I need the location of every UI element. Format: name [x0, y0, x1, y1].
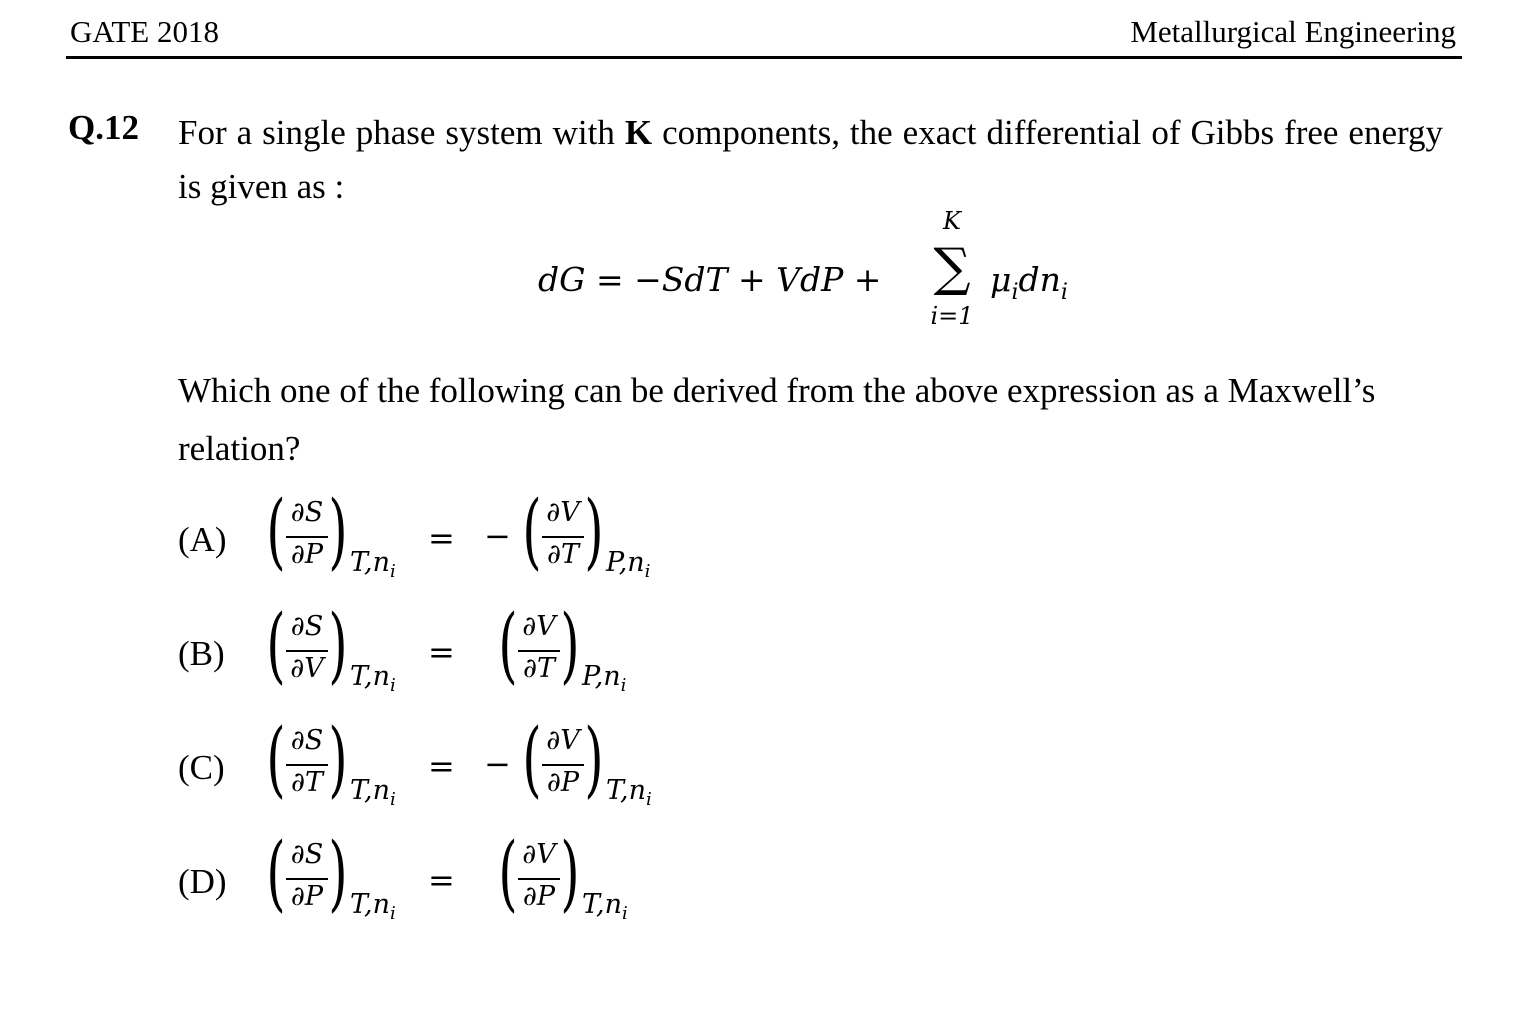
equals-sign: = — [428, 519, 455, 557]
denominator: ∂P — [522, 881, 556, 912]
held-constant-subscript — [582, 660, 626, 694]
left-paren: ( — [266, 826, 286, 921]
denominator: ∂P — [290, 539, 324, 570]
numerator: ∂S — [290, 497, 324, 528]
left-paren: ( — [266, 712, 286, 807]
dn-subscript: i — [1060, 280, 1068, 305]
header-rule — [66, 56, 1462, 59]
subscript-vars: T,n — [350, 775, 391, 806]
option-c[interactable] — [178, 712, 738, 818]
right-paren: ) — [560, 598, 580, 693]
equals-sign: = — [428, 747, 455, 785]
question-text-part-2: components, the exact differential of Gibbs free energy is given as : — [178, 113, 1444, 206]
left-paren: ( — [498, 826, 518, 921]
subscript-index: i — [622, 903, 628, 924]
denominator: ∂T — [291, 767, 323, 798]
numerator: ∂V — [522, 839, 556, 870]
right-paren: ) — [560, 826, 580, 921]
right-paren: ) — [584, 484, 604, 579]
left-paren: ( — [522, 712, 542, 807]
numerator: ∂V — [546, 725, 580, 756]
subject-title: Metallurgical Engineering — [1130, 14, 1456, 49]
held-constant-subscript — [350, 546, 396, 580]
option-b[interactable] — [178, 598, 738, 704]
question-text — [178, 106, 1443, 214]
numerator: ∂S — [290, 611, 324, 642]
subscript-index: i — [644, 561, 651, 582]
denominator: ∂V — [290, 653, 324, 684]
denominator: ∂T — [523, 653, 555, 684]
held-constant-subscript — [350, 774, 396, 808]
held-constant-subscript — [582, 888, 628, 922]
gibbs-equation-lhs: dG = −SdT + VdP + — [538, 260, 882, 299]
subscript-index: i — [390, 789, 396, 810]
subscript-vars: T,n — [582, 889, 623, 920]
dn-symbol: dn — [1018, 260, 1061, 299]
subscript-index: i — [390, 561, 396, 582]
question-number: Q.12 — [68, 108, 139, 147]
right-paren: ) — [328, 712, 348, 807]
sum-symbol: ∑ — [933, 238, 971, 298]
denominator: ∂P — [546, 767, 580, 798]
held-constant-subscript — [606, 546, 650, 580]
mu-subscript: i — [1011, 280, 1019, 305]
minus-sign: − — [484, 745, 511, 783]
equals-sign: = — [428, 633, 455, 671]
held-constant-subscript — [350, 888, 396, 922]
right-paren: ) — [328, 826, 348, 921]
option-label: (B) — [178, 634, 225, 673]
right-paren: ) — [584, 712, 604, 807]
numerator: ∂V — [522, 611, 556, 642]
sum-upper-limit: K — [943, 207, 961, 235]
right-paren: ) — [328, 598, 348, 693]
subscript-vars: P,n — [582, 661, 621, 692]
sum-term — [990, 258, 1068, 305]
held-constant-subscript — [606, 774, 652, 808]
left-paren: ( — [266, 598, 286, 693]
option-label: (C) — [178, 748, 225, 787]
option-label: (D) — [178, 862, 227, 901]
left-paren: ( — [266, 484, 286, 579]
left-paren: ( — [522, 484, 542, 579]
subscript-index: i — [646, 789, 652, 810]
left-paren: ( — [498, 598, 518, 693]
subscript-index: i — [390, 675, 396, 696]
subscript-vars: T,n — [606, 775, 647, 806]
option-a[interactable] — [178, 484, 738, 590]
summation — [920, 206, 984, 332]
sum-lower-limit: i=1 — [930, 302, 974, 330]
mu-symbol: μ — [990, 260, 1012, 299]
subscript-index: i — [620, 675, 627, 696]
subscript-vars: P,n — [606, 547, 645, 578]
denominator: ∂P — [290, 881, 324, 912]
right-paren: ) — [328, 484, 348, 579]
subscript-vars: T,n — [350, 547, 391, 578]
question-prompt: Which one of the following can be derived from the above expression as a Maxwell’s relation? — [178, 371, 1376, 468]
subscript-index: i — [390, 903, 396, 924]
option-d[interactable] — [178, 826, 738, 932]
exam-title: GATE 2018 — [70, 14, 219, 49]
denominator: ∂T — [547, 539, 579, 570]
equals-sign: = — [428, 861, 455, 899]
question-text-part-1: For a single phase system with — [178, 113, 615, 152]
minus-sign: − — [484, 517, 511, 555]
held-constant-subscript — [350, 660, 396, 694]
numerator: ∂S — [290, 725, 324, 756]
subscript-vars: T,n — [350, 661, 391, 692]
option-label: (A) — [178, 520, 227, 559]
numerator: ∂V — [546, 497, 580, 528]
components-symbol: K — [624, 113, 653, 152]
subscript-vars: T,n — [350, 889, 391, 920]
numerator: ∂S — [290, 839, 324, 870]
